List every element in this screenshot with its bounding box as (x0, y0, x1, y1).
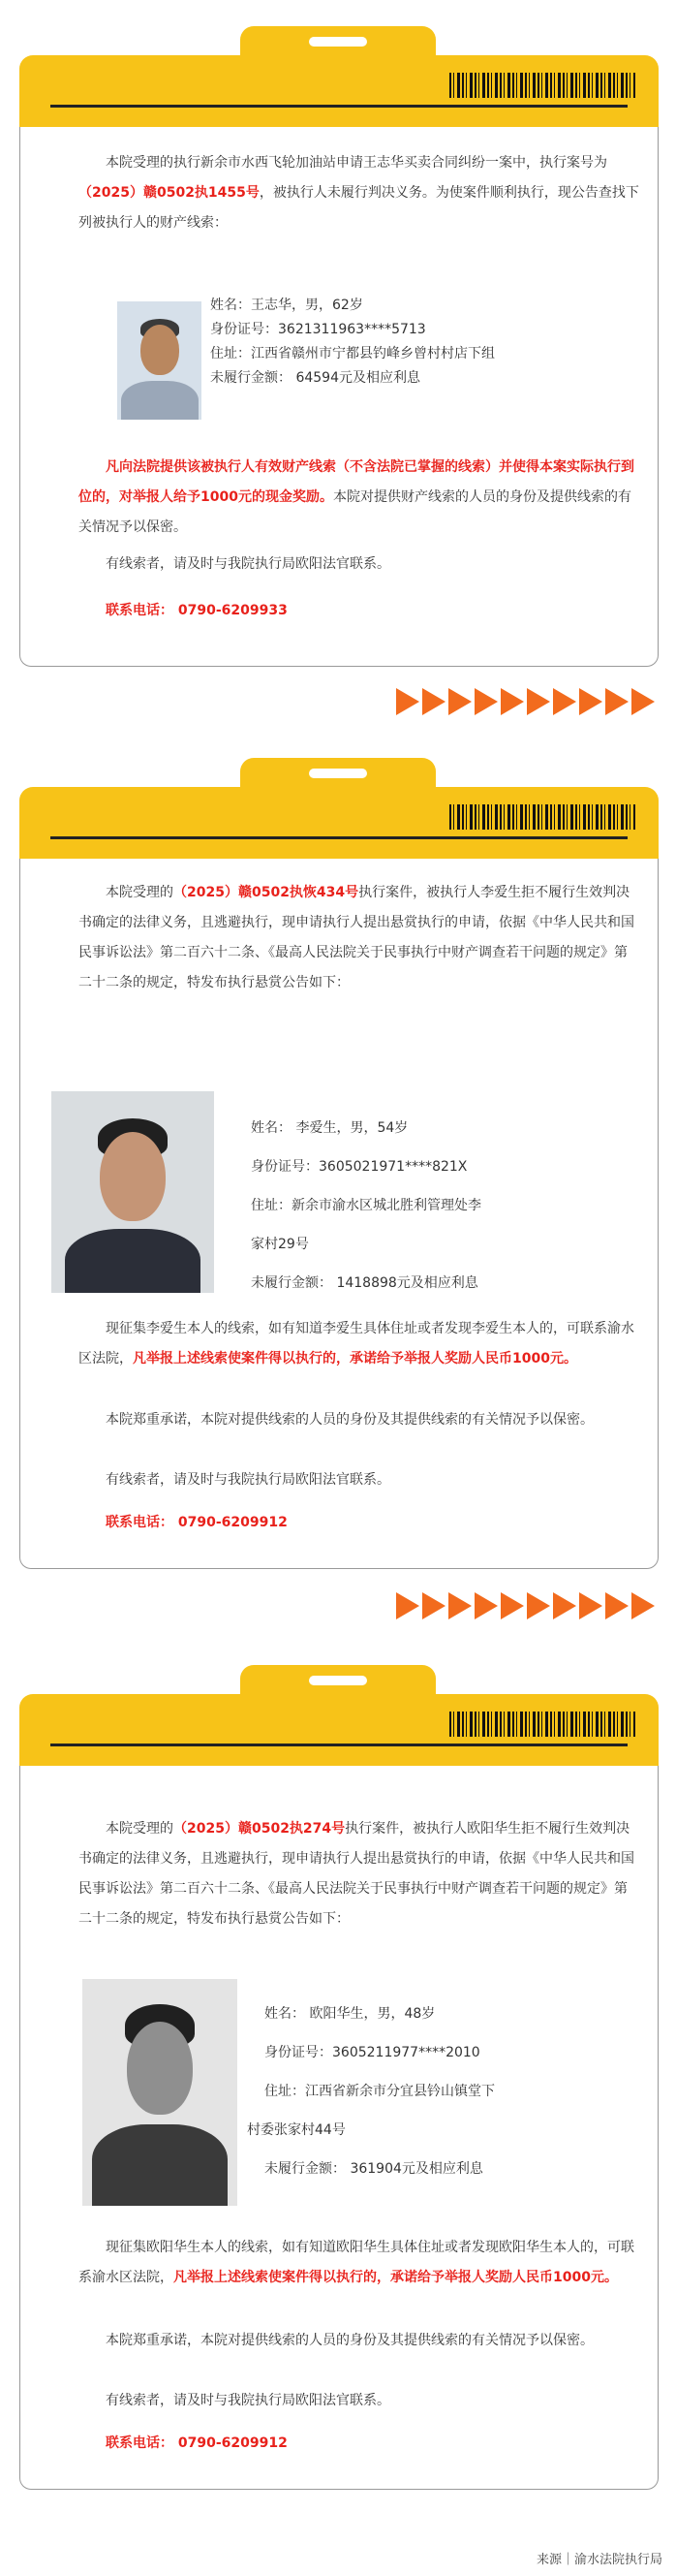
card-body (19, 859, 659, 1569)
barcode-icon (449, 73, 635, 98)
intro-text-2: 执行案件，被执行人李爱生拒不履行生效判决书确定的法律义务，且逃避执行，现申请执行人提出悬赏执行的申请，依据《中华人民共和国民事诉讼法》第二百六十二条、《最高人民法院关于民事执行中财产调查若干问题的规定》第二十二条的规定，特发布执行悬赏公告如下： (78, 885, 634, 990)
arrow-icon (579, 688, 602, 715)
arrow-icon (553, 688, 576, 715)
arrow-icon (396, 688, 419, 715)
person-info (210, 294, 495, 391)
arrow-icon (422, 688, 446, 715)
contact-phone[interactable]: 联系电话： 0790-6209912 (106, 1515, 288, 1530)
intro-text: 本院受理的 (106, 1821, 173, 1837)
arrow-icon (475, 1592, 498, 1619)
promise-text: 本院郑重承诺，本院对提供线索的人员的身份及其提供线索的有关情况予以保密。 (106, 1412, 594, 1428)
person-address-2: 家村29号 (251, 1237, 309, 1252)
tab-hole (309, 37, 367, 47)
notice-text: 有线索者，请及时与我院执行局欧阳法官联系。 (106, 556, 390, 572)
arrow-icon (605, 688, 629, 715)
photo-face (140, 325, 179, 375)
photo-face (100, 1132, 166, 1221)
person-info (251, 1109, 481, 1303)
photo-shirt (121, 381, 199, 420)
reward-highlight: 凡举报上述线索使案件得以执行的，承诺给予举报人奖励人民币1000元。 (173, 2270, 618, 2285)
arrow-icon (527, 1592, 550, 1619)
card-body (19, 1766, 659, 2490)
person-unpaid: 未履行金额： 361904元及相应利息 (264, 2161, 483, 2177)
intro-text-2: 执行案件，被执行人欧阳华生拒不履行生效判决书确定的法律义务，且逃避执行，现申请执行人提出悬赏执行的申请，依据《中华人民共和国民事诉讼法》第二百六十二条、《最高人民法院关于民事执行中财产调查若干问题的规定》第二十二条的规定，特发布执行悬赏公告如下： (78, 1821, 634, 1927)
notice-text: 有线索者，请及时与我院执行局欧阳法官联系。 (106, 1472, 390, 1488)
banner-divider (50, 836, 628, 839)
case-intro (78, 878, 640, 998)
arrow-icon (475, 688, 498, 715)
case-intro (78, 148, 640, 238)
arrow-icon (501, 1592, 524, 1619)
person-id: 身份证号：3605021971****821X (251, 1159, 468, 1175)
person-address: 住址：江西省新余市分宜县钤山镇堂下 (264, 2084, 495, 2099)
arrow-icon (631, 688, 655, 715)
barcode-icon (449, 1712, 635, 1737)
intro-text: 本院受理的 (106, 885, 173, 900)
tab-hole (309, 1676, 367, 1685)
person-name: 姓名： 李爱生，男，54岁 (251, 1120, 409, 1136)
person-id: 身份证号：3621311963****5713 (210, 322, 426, 337)
person-photo (51, 1091, 214, 1293)
reward-confidential: 本院对提供财产线索的人员的身份及提供线索的有关情况予以保密。 (78, 489, 631, 535)
arrow-icon (579, 1592, 602, 1619)
person-photo (117, 301, 201, 420)
arrow-icon (501, 688, 524, 715)
arrow-divider-2 (396, 1592, 655, 1619)
reward-text (78, 2233, 640, 2293)
person-unpaid: 未履行金额： 1418898元及相应利息 (251, 1275, 478, 1291)
arrow-icon (396, 1592, 419, 1619)
person-info (247, 1995, 495, 2188)
reward-text (78, 1314, 640, 1374)
banner-divider (50, 105, 628, 108)
card-banner (19, 1694, 659, 1766)
person-address: 住址：江西省赣州市宁都县钓峰乡曾村村店下组 (210, 346, 495, 361)
arrow-icon (422, 1592, 446, 1619)
person-photo (82, 1979, 237, 2206)
arrow-icon (553, 1592, 576, 1619)
photo-face (127, 2022, 193, 2115)
tab-hole (309, 769, 367, 778)
contact-phone[interactable]: 联系电话： 0790-6209912 (106, 2435, 288, 2451)
photo-shirt (65, 1229, 200, 1293)
arrow-icon (631, 1592, 655, 1619)
arrow-icon (448, 688, 472, 715)
case-number: （2025）赣0502执274号 (173, 1821, 346, 1837)
reward-text (78, 453, 640, 543)
case-number: （2025）赣0502执1455号 (78, 185, 260, 201)
card-body (19, 127, 659, 667)
reward-highlight: 凡举报上述线索使案件得以执行的，承诺给予举报人奖励人民币1000元。 (133, 1351, 577, 1367)
notice-text: 有线索者，请及时与我院执行局欧阳法官联系。 (106, 2393, 390, 2408)
contact-phone[interactable]: 联系电话： 0790-6209933 (106, 603, 288, 618)
person-id: 身份证号：3605211977****2010 (264, 2045, 480, 2060)
photo-shirt (92, 2124, 228, 2206)
arrow-icon (448, 1592, 472, 1619)
card-banner (19, 787, 659, 859)
case-number: （2025）赣0502执恢434号 (173, 885, 359, 900)
person-address-2: 村委张家村44号 (247, 2122, 346, 2138)
banner-divider (50, 1744, 628, 1746)
promise-text: 本院郑重承诺，本院对提供线索的人员的身份及其提供线索的有关情况予以保密。 (106, 2333, 594, 2348)
person-address: 住址：新余市渝水区城北胜利管理处李 (251, 1198, 481, 1213)
intro-text: 本院受理的执行新余市水西飞轮加油站申请王志华买卖合同纠纷一案中，执行案号为 (106, 155, 607, 171)
source-footer: 来源｜渝水法院执行局 (536, 2553, 662, 2567)
intro-text-2: ，被执行人未履行判决义务。为使案件顺利执行，现公告查找下列被执行人的财产线索： (78, 185, 639, 231)
reward-intro: 现征集李爱生本人的线索，如有知道李爱生具体住址或者发现李爱生本人的，可联系渝水区法院， (78, 1321, 634, 1367)
barcode-icon (449, 804, 635, 830)
person-name: 姓名：王志华，男，62岁 (210, 298, 363, 313)
arrow-icon (605, 1592, 629, 1619)
card-banner (19, 55, 659, 127)
person-unpaid: 未履行金额： 64594元及相应利息 (210, 370, 420, 386)
person-name: 姓名： 欧阳华生，男，48岁 (264, 2006, 436, 2022)
case-intro (78, 1814, 640, 1934)
arrow-icon (527, 688, 550, 715)
arrow-divider-1 (396, 688, 655, 715)
reward-highlight: 凡向法院提供该被执行人有效财产线索（不含法院已掌握的线索）并使得本案实际执行到位的，对举报人给予1000元的现金奖励。 (78, 459, 634, 505)
reward-intro: 现征集欧阳华生本人的线索，如有知道欧阳华生具体住址或者发现欧阳华生本人的，可联系渝水区法院， (78, 2240, 634, 2285)
